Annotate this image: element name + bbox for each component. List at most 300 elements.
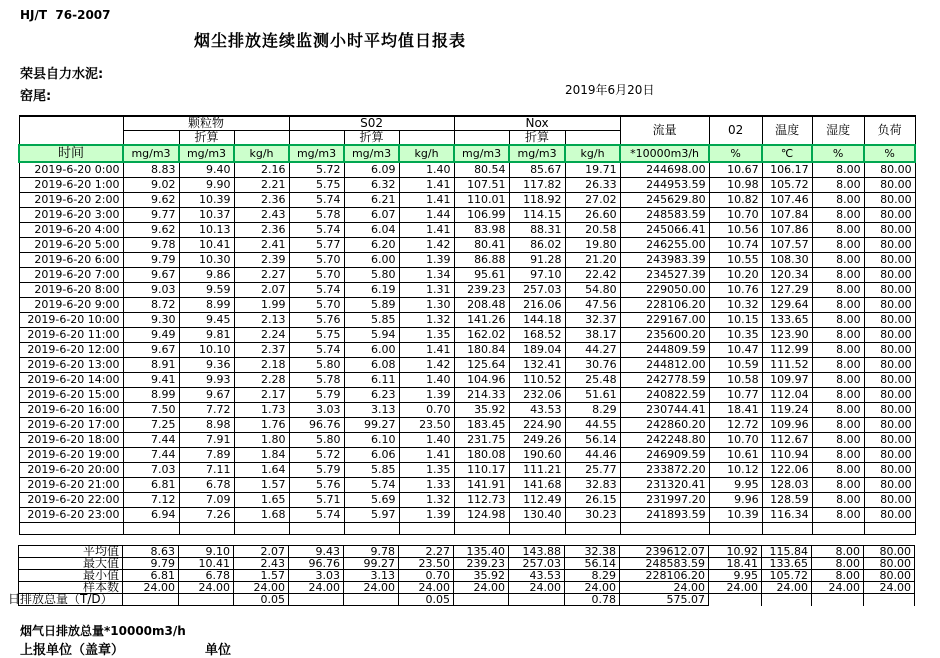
summary-value-cell: 143.88 — [509, 546, 565, 558]
summary-value-cell: 239612.07 — [620, 546, 709, 558]
table-row — [19, 162, 915, 177]
value-cell: 111.21 — [509, 462, 565, 477]
value-cell: 10.61 — [709, 447, 762, 462]
value-cell: 109.97 — [762, 372, 812, 387]
value-cell: 8.00 — [812, 417, 864, 432]
table-row — [19, 417, 915, 432]
value-cell: 118.92 — [509, 192, 565, 207]
table-row — [19, 372, 915, 387]
value-cell: 10.70 — [709, 207, 762, 222]
time-cell: 2019-6-20 4:00 — [19, 222, 123, 237]
value-cell: 246255.00 — [620, 237, 709, 252]
value-cell: 3.13 — [344, 402, 399, 417]
value-cell: 144.18 — [509, 312, 565, 327]
value-cell: 44.46 — [565, 447, 620, 462]
summary-value-cell — [762, 594, 812, 606]
value-cell: 248583.59 — [620, 207, 709, 222]
value-cell: 112.04 — [762, 387, 812, 402]
table-row — [19, 462, 915, 477]
value-cell: 43.53 — [509, 402, 565, 417]
value-cell: 2.36 — [234, 222, 289, 237]
blank-cell — [123, 522, 179, 534]
value-cell: 9.95 — [709, 477, 762, 492]
value-cell: 9.78 — [123, 237, 179, 252]
value-cell: 9.93 — [179, 372, 234, 387]
unit-pm-mg: mg/m3 — [123, 145, 179, 162]
value-cell: 1.35 — [399, 327, 454, 342]
summary-value-cell: 8.00 — [812, 558, 864, 570]
value-cell: 141.68 — [509, 477, 565, 492]
summary-value-cell: 9.10 — [179, 546, 234, 558]
value-cell: 1.39 — [399, 252, 454, 267]
unit-label: 单位 — [205, 643, 232, 658]
summary-value-cell: 8.29 — [565, 570, 620, 582]
value-cell: 110.52 — [509, 372, 565, 387]
table-row — [19, 237, 915, 252]
summary-value-cell: 18.41 — [709, 558, 762, 570]
value-cell: 23.50 — [399, 417, 454, 432]
summary-value-cell: 24.00 — [620, 582, 709, 594]
station-name: 窑尾: — [20, 89, 52, 104]
value-cell: 107.84 — [762, 207, 812, 222]
summary-value-cell: 133.65 — [762, 558, 812, 570]
value-cell: 7.26 — [179, 507, 234, 522]
value-cell: 116.34 — [762, 507, 812, 522]
summary-value-cell: 2.27 — [399, 546, 454, 558]
value-cell: 233872.20 — [620, 462, 709, 477]
value-cell: 2.18 — [234, 357, 289, 372]
reporting-unit-label: 上报单位（盖章） — [20, 643, 125, 658]
value-cell: 5.70 — [289, 297, 344, 312]
unit-pm-mg-converted: mg/m3 — [179, 145, 234, 162]
summary-value-cell: 24.00 — [454, 582, 509, 594]
value-cell: 6.78 — [179, 477, 234, 492]
value-cell: 9.67 — [123, 342, 179, 357]
value-cell: 6.20 — [344, 237, 399, 252]
summary-label: 最小值 — [19, 570, 123, 582]
summary-value-cell: 2.07 — [234, 546, 289, 558]
value-cell: 21.20 — [565, 252, 620, 267]
value-cell: 8.99 — [179, 297, 234, 312]
value-cell: 8.00 — [812, 267, 864, 282]
value-cell: 6.08 — [344, 357, 399, 372]
summary-row — [19, 582, 915, 594]
value-cell: 1.40 — [399, 432, 454, 447]
value-cell: 5.74 — [289, 222, 344, 237]
time-cell: 2019-6-20 7:00 — [19, 267, 123, 282]
value-cell: 80.00 — [864, 192, 915, 207]
value-cell: 5.75 — [289, 327, 344, 342]
summary-value-cell: 135.40 — [454, 546, 509, 558]
value-cell: 3.03 — [289, 402, 344, 417]
blank-cell — [234, 131, 289, 146]
value-cell: 5.70 — [289, 252, 344, 267]
summary-value-cell: 24.00 — [179, 582, 234, 594]
value-cell: 5.79 — [289, 462, 344, 477]
time-cell: 2019-6-20 5:00 — [19, 237, 123, 252]
value-cell: 7.91 — [179, 432, 234, 447]
value-cell: 6.06 — [344, 447, 399, 462]
value-cell: 8.00 — [812, 162, 864, 177]
value-cell: 180.84 — [454, 342, 509, 357]
table-row — [19, 477, 915, 492]
value-cell: 5.72 — [289, 447, 344, 462]
time-cell: 2019-6-20 13:00 — [19, 357, 123, 372]
time-cell: 2019-6-20 11:00 — [19, 327, 123, 342]
value-cell: 8.00 — [812, 372, 864, 387]
value-cell: 80.00 — [864, 297, 915, 312]
value-cell: 110.94 — [762, 447, 812, 462]
blank-cell — [620, 522, 709, 534]
value-cell: 8.00 — [812, 252, 864, 267]
value-cell: 2.27 — [234, 267, 289, 282]
value-cell: 32.83 — [565, 477, 620, 492]
value-cell: 5.74 — [289, 507, 344, 522]
value-cell: 10.98 — [709, 177, 762, 192]
value-cell: 214.33 — [454, 387, 509, 402]
value-cell: 8.00 — [812, 312, 864, 327]
value-cell: 80.00 — [864, 492, 915, 507]
summary-value-cell: 3.03 — [289, 570, 344, 582]
summary-value-cell: 3.13 — [344, 570, 399, 582]
summary-value-cell: 56.14 — [565, 558, 620, 570]
value-cell: 141.26 — [454, 312, 509, 327]
value-cell: 20.58 — [565, 222, 620, 237]
summary-value-cell: 8.00 — [812, 546, 864, 558]
value-cell: 6.81 — [123, 477, 179, 492]
value-cell: 8.00 — [812, 447, 864, 462]
value-cell: 5.74 — [344, 477, 399, 492]
value-cell: 6.00 — [344, 342, 399, 357]
value-cell: 107.57 — [762, 237, 812, 252]
summary-value-cell: 2.43 — [234, 558, 289, 570]
value-cell: 123.90 — [762, 327, 812, 342]
summary-value-cell: 24.00 — [864, 582, 915, 594]
value-cell: 242248.80 — [620, 432, 709, 447]
value-cell: 8.98 — [179, 417, 234, 432]
summary-value-cell: 115.84 — [762, 546, 812, 558]
value-cell: 1.41 — [399, 222, 454, 237]
value-cell: 141.91 — [454, 477, 509, 492]
summary-rows — [8, 544, 915, 606]
value-cell: 1.57 — [234, 477, 289, 492]
value-cell: 2.37 — [234, 342, 289, 357]
group-particulate: 颗粒物 — [123, 116, 289, 131]
value-cell: 2.21 — [234, 177, 289, 192]
blank-cell — [344, 522, 399, 534]
value-cell: 112.73 — [454, 492, 509, 507]
value-cell: 9.90 — [179, 177, 234, 192]
value-cell: 5.76 — [289, 477, 344, 492]
summary-value-cell: 24.00 — [399, 582, 454, 594]
unit-load-percent: % — [864, 145, 915, 162]
value-cell: 80.00 — [864, 162, 915, 177]
summary-value-cell — [123, 594, 179, 606]
value-cell: 10.76 — [709, 282, 762, 297]
blank-cell — [565, 131, 620, 146]
value-cell: 1.30 — [399, 297, 454, 312]
value-cell: 80.00 — [864, 282, 915, 297]
value-cell: 1.99 — [234, 297, 289, 312]
value-cell: 1.41 — [399, 342, 454, 357]
value-cell: 106.99 — [454, 207, 509, 222]
value-cell: 32.37 — [565, 312, 620, 327]
value-cell: 80.00 — [864, 267, 915, 282]
value-cell: 7.12 — [123, 492, 179, 507]
value-cell: 230744.41 — [620, 402, 709, 417]
value-cell: 1.32 — [399, 492, 454, 507]
value-cell: 120.34 — [762, 267, 812, 282]
value-cell: 208.48 — [454, 297, 509, 312]
value-cell: 8.00 — [812, 357, 864, 372]
value-cell: 30.76 — [565, 357, 620, 372]
value-cell: 8.00 — [812, 462, 864, 477]
value-cell: 10.82 — [709, 192, 762, 207]
value-cell: 224.90 — [509, 417, 565, 432]
summary-value-cell: 6.78 — [179, 570, 234, 582]
table-row — [19, 342, 915, 357]
value-cell: 6.32 — [344, 177, 399, 192]
value-cell: 244953.59 — [620, 177, 709, 192]
value-cell: 80.00 — [864, 342, 915, 357]
summary-value-cell: 0.78 — [565, 594, 620, 606]
value-cell: 1.64 — [234, 462, 289, 477]
blank-cell — [709, 522, 762, 534]
value-cell: 190.60 — [509, 447, 565, 462]
value-cell: 130.40 — [509, 507, 565, 522]
blank-cell — [179, 522, 234, 534]
summary-value-cell: 24.00 — [709, 582, 762, 594]
time-cell: 2019-6-20 1:00 — [19, 177, 123, 192]
blank-cell — [123, 131, 179, 146]
value-cell: 2.17 — [234, 387, 289, 402]
value-cell: 109.96 — [762, 417, 812, 432]
value-cell: 10.41 — [179, 237, 234, 252]
summary-table — [8, 544, 915, 606]
value-cell: 99.27 — [344, 417, 399, 432]
value-cell: 10.56 — [709, 222, 762, 237]
table-row — [19, 297, 915, 312]
blank-cell — [19, 522, 123, 534]
converted-label-pm: 折算 — [179, 131, 234, 146]
table-row — [19, 312, 915, 327]
value-cell: 108.30 — [762, 252, 812, 267]
value-cell: 9.03 — [123, 282, 179, 297]
value-cell: 1.84 — [234, 447, 289, 462]
value-cell: 1.40 — [399, 162, 454, 177]
value-cell: 80.00 — [864, 357, 915, 372]
summary-value-cell: 228106.20 — [620, 570, 709, 582]
unit-o2-percent: % — [709, 145, 762, 162]
value-cell: 162.02 — [454, 327, 509, 342]
unit-temperature: ℃ — [762, 145, 812, 162]
value-cell: 26.15 — [565, 492, 620, 507]
value-cell: 229167.00 — [620, 312, 709, 327]
value-cell: 231320.41 — [620, 477, 709, 492]
value-cell: 8.00 — [812, 297, 864, 312]
value-cell: 5.70 — [289, 267, 344, 282]
value-cell: 19.80 — [565, 237, 620, 252]
value-cell: 6.11 — [344, 372, 399, 387]
value-cell: 5.77 — [289, 237, 344, 252]
time-cell: 2019-6-20 0:00 — [19, 162, 123, 177]
blank-cell — [399, 522, 454, 534]
value-cell: 7.44 — [123, 447, 179, 462]
value-cell: 180.08 — [454, 447, 509, 462]
value-cell: 7.11 — [179, 462, 234, 477]
value-cell: 1.73 — [234, 402, 289, 417]
standard-code: HJ/T 76-2007 — [20, 8, 111, 22]
value-cell: 242860.20 — [620, 417, 709, 432]
value-cell: 6.23 — [344, 387, 399, 402]
value-cell: 1.41 — [399, 447, 454, 462]
summary-value-cell: 35.92 — [454, 570, 509, 582]
table-row — [19, 177, 915, 192]
summary-value-cell: 24.00 — [565, 582, 620, 594]
value-cell: 91.28 — [509, 252, 565, 267]
summary-value-cell — [812, 594, 864, 606]
value-cell: 242778.59 — [620, 372, 709, 387]
value-cell: 51.61 — [565, 387, 620, 402]
value-cell: 7.50 — [123, 402, 179, 417]
value-cell: 10.12 — [709, 462, 762, 477]
value-cell: 88.31 — [509, 222, 565, 237]
summary-value-cell: 257.03 — [509, 558, 565, 570]
value-cell: 8.72 — [123, 297, 179, 312]
value-cell: 80.00 — [864, 372, 915, 387]
value-cell: 9.67 — [179, 387, 234, 402]
blank-cell — [399, 131, 454, 146]
value-cell: 9.36 — [179, 357, 234, 372]
time-cell: 2019-6-20 19:00 — [19, 447, 123, 462]
value-cell: 10.39 — [709, 507, 762, 522]
table-row — [19, 222, 915, 237]
value-cell: 7.03 — [123, 462, 179, 477]
summary-value-cell: 575.07 — [620, 594, 709, 606]
value-cell: 18.41 — [709, 402, 762, 417]
summary-value-cell: 32.38 — [565, 546, 620, 558]
value-cell: 124.98 — [454, 507, 509, 522]
value-cell: 26.33 — [565, 177, 620, 192]
value-cell: 8.00 — [812, 402, 864, 417]
value-cell: 80.00 — [864, 402, 915, 417]
value-cell: 9.62 — [123, 222, 179, 237]
value-cell: 6.10 — [344, 432, 399, 447]
value-cell: 7.72 — [179, 402, 234, 417]
table-row — [19, 492, 915, 507]
summary-value-cell — [709, 594, 762, 606]
summary-label: 样本数 — [19, 582, 123, 594]
value-cell: 5.69 — [344, 492, 399, 507]
value-cell: 1.68 — [234, 507, 289, 522]
summary-value-cell: 43.53 — [509, 570, 565, 582]
summary-value-cell: 24.00 — [812, 582, 864, 594]
value-cell: 8.00 — [812, 207, 864, 222]
time-cell: 2019-6-20 3:00 — [19, 207, 123, 222]
value-cell: 9.77 — [123, 207, 179, 222]
value-cell: 6.21 — [344, 192, 399, 207]
value-cell: 8.00 — [812, 177, 864, 192]
value-cell: 5.79 — [289, 387, 344, 402]
value-cell: 86.02 — [509, 237, 565, 252]
summary-value-cell — [454, 594, 509, 606]
table-row — [19, 282, 915, 297]
blank-cell — [565, 522, 620, 534]
unit-so2-kgh: kg/h — [399, 145, 454, 162]
value-cell: 8.00 — [812, 492, 864, 507]
summary-value-cell: 24.00 — [234, 582, 289, 594]
blank-cell — [289, 131, 344, 146]
value-cell: 5.97 — [344, 507, 399, 522]
value-cell: 216.06 — [509, 297, 565, 312]
value-cell: 10.10 — [179, 342, 234, 357]
value-cell: 44.27 — [565, 342, 620, 357]
value-cell: 5.72 — [289, 162, 344, 177]
value-cell: 9.59 — [179, 282, 234, 297]
value-cell: 1.44 — [399, 207, 454, 222]
value-cell: 10.70 — [709, 432, 762, 447]
value-cell: 122.06 — [762, 462, 812, 477]
summary-value-cell: 80.00 — [864, 546, 915, 558]
value-cell: 25.48 — [565, 372, 620, 387]
value-cell: 239.23 — [454, 282, 509, 297]
value-cell: 1.35 — [399, 462, 454, 477]
value-cell: 125.64 — [454, 357, 509, 372]
company-name: 荣县自力水泥: — [20, 67, 104, 82]
unit-nox-kgh: kg/h — [565, 145, 620, 162]
value-cell: 1.41 — [399, 192, 454, 207]
summary-value-cell — [179, 594, 234, 606]
value-cell: 9.02 — [123, 177, 179, 192]
time-cell: 2019-6-20 22:00 — [19, 492, 123, 507]
value-cell: 231.75 — [454, 432, 509, 447]
value-cell: 80.00 — [864, 447, 915, 462]
summary-value-cell: 1.57 — [234, 570, 289, 582]
summary-value-cell: 24.00 — [344, 582, 399, 594]
time-cell: 2019-6-20 10:00 — [19, 312, 123, 327]
blank-cell — [234, 522, 289, 534]
time-cell: 2019-6-20 8:00 — [19, 282, 123, 297]
value-cell: 244698.00 — [620, 162, 709, 177]
value-cell: 1.76 — [234, 417, 289, 432]
value-cell: 107.51 — [454, 177, 509, 192]
value-cell: 80.00 — [864, 417, 915, 432]
value-cell: 7.44 — [123, 432, 179, 447]
summary-value-cell: 8.00 — [812, 570, 864, 582]
value-cell: 10.32 — [709, 297, 762, 312]
converted-label-so2: 折算 — [344, 131, 399, 146]
value-cell: 80.00 — [864, 432, 915, 447]
time-cell: 2019-6-20 20:00 — [19, 462, 123, 477]
summary-value-cell: 239.23 — [454, 558, 509, 570]
value-cell: 10.47 — [709, 342, 762, 357]
value-cell: 5.89 — [344, 297, 399, 312]
value-cell: 114.15 — [509, 207, 565, 222]
time-cell: 2019-6-20 2:00 — [19, 192, 123, 207]
value-cell: 106.17 — [762, 162, 812, 177]
value-cell: 9.30 — [123, 312, 179, 327]
value-cell: 119.24 — [762, 402, 812, 417]
value-cell: 10.13 — [179, 222, 234, 237]
value-cell: 127.29 — [762, 282, 812, 297]
summary-value-cell: 80.00 — [864, 570, 915, 582]
table-row — [19, 447, 915, 462]
value-cell: 2.43 — [234, 207, 289, 222]
value-cell: 8.00 — [812, 237, 864, 252]
summary-value-cell: 0.05 — [399, 594, 454, 606]
unit-humidity-percent: % — [812, 145, 864, 162]
value-cell: 10.58 — [709, 372, 762, 387]
